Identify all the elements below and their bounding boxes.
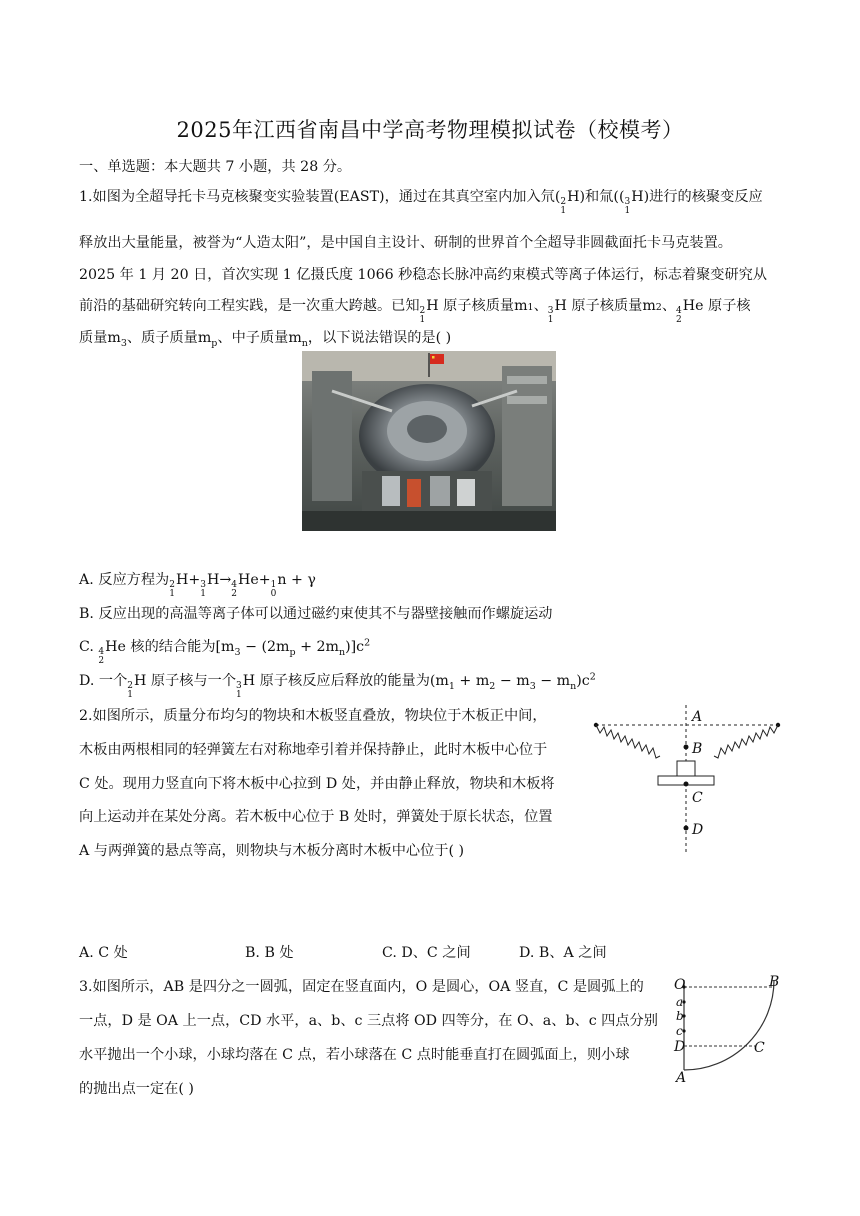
q1-line-5: 质量$m_3$、质子质量$m_p$、中子质量$m_n$，以下说法错误的是( ) (79, 330, 452, 349)
label-o: O (674, 977, 686, 993)
label-a: A (676, 1070, 687, 1086)
q1-line-1: 1.如图为全超导托卡马克核聚变实验装置(EAST)，通过在其真空室内加入氘( 2 1 H)和氚(( 3 1 H)进行的核聚变反应 (79, 189, 763, 216)
q2-line-1: 2.如图所示，质量分布均匀的物块和木板竖直叠放，物块位于木板正中间， (79, 708, 547, 724)
q1-option-d[interactable]: D. 一个 2 1 H 原子核与一个 3 1 H 原子核反应后释放的能量为$(m_1 + m_2 - m_3 - m_n)c^2$ (79, 671, 596, 700)
q2-line-4: 向上运动并在某处分离。若木板中心位于 B 处时，弹簧处于原长状态，位置 (79, 809, 553, 825)
q2-line-3: C 处。现用力竖直向下将木板中心拉到 D 处，并由静止释放，物块和木板将 (79, 776, 555, 792)
label-b: B (692, 741, 703, 757)
label-d: D (692, 822, 704, 838)
q1-line-2: 释放出大量能量，被誉为“人造太阳”，是中国自主设计、研制的世界首个全超导非圆截面托卡马克装置。 (79, 235, 732, 251)
label-c-small: c (676, 1024, 683, 1038)
quarter-arc-diagram (672, 970, 792, 1094)
q3-line-3: 水平抛出一个小球，小球均落在 C 点，若小球落在 C 点时能垂直打在圆弧面上，则小球 (79, 1047, 630, 1063)
q2-option-b[interactable]: B. B 处 (245, 945, 294, 961)
q3-line-2: 一点，D 是 OA 上一点，CD 水平，a、b、c 三点将 OD 四等分，在 O、a、b、c 四点分别 (79, 1013, 658, 1029)
q1-option-c[interactable]: C. 4 2 He 核的结合能为$[m_3 - (2m_p + 2m_n)]c^2$ (79, 637, 371, 666)
label-b-small: b (676, 1009, 684, 1023)
q3-line-4: 的抛出点一定在( ) (79, 1081, 194, 1097)
q2-option-d[interactable]: D. B、A 之间 (519, 945, 607, 961)
label-b: B (769, 974, 780, 990)
q2-option-c[interactable]: C. D、C 之间 (382, 945, 471, 961)
q1-line-3: 2025 年 1 月 20 日，首次实现 1 亿摄氏度 1066 秒稳态长脉冲高约束模式等离子体运行，标志着聚变研究从 (79, 267, 768, 283)
spring-board-diagram (588, 700, 788, 864)
q2-options (79, 942, 639, 962)
isotope-3-1: 3 1 (624, 197, 631, 216)
label-a: A (692, 709, 703, 725)
q2-option-a[interactable]: A. C 处 (79, 945, 128, 961)
q1-option-b[interactable]: B. 反应出现的高温等离子体可以通过磁约束使其不与器壁接触而作螺旋运动 (79, 606, 553, 622)
east-device-photo (302, 351, 556, 531)
label-d: D (674, 1039, 686, 1055)
q2-line-5: A 与两弹簧的悬点等高，则物块与木板分离时木板中心位于( ) (79, 843, 465, 859)
q2-line-2: 木板由两根相同的轻弹簧左右对称地牵引着并保持静止，此时木板中心位于 (79, 742, 548, 758)
section-heading: 一、单选题：本大题共 7 小题，共 28 分。 (79, 159, 352, 175)
label-c: C (754, 1040, 765, 1056)
q1-option-a[interactable]: A. 反应方程为 2 1 H+ 3 1 H→ 4 2 He+ 1 0 n + γ (79, 572, 316, 599)
q3-line-1: 3.如图所示，AB 是四分之一圆弧，固定在竖直面内，O 是圆心，OA 竖直，C 是圆弧上的 (79, 979, 644, 995)
q1-line-4: 前沿的基础研究转向工程实践，是一次重大跨越。已知 2 1 H 原子核质量m1、 3 1 H 原子核质量m2、 4 2 He 原子核 (79, 298, 751, 325)
label-c: C (692, 790, 703, 806)
page-title: 2025年江西省南昌中学高考物理模拟试卷（校模考） (176, 118, 684, 142)
isotope-2-1: 2 1 (560, 197, 567, 216)
label-a-small: a (676, 995, 684, 1009)
